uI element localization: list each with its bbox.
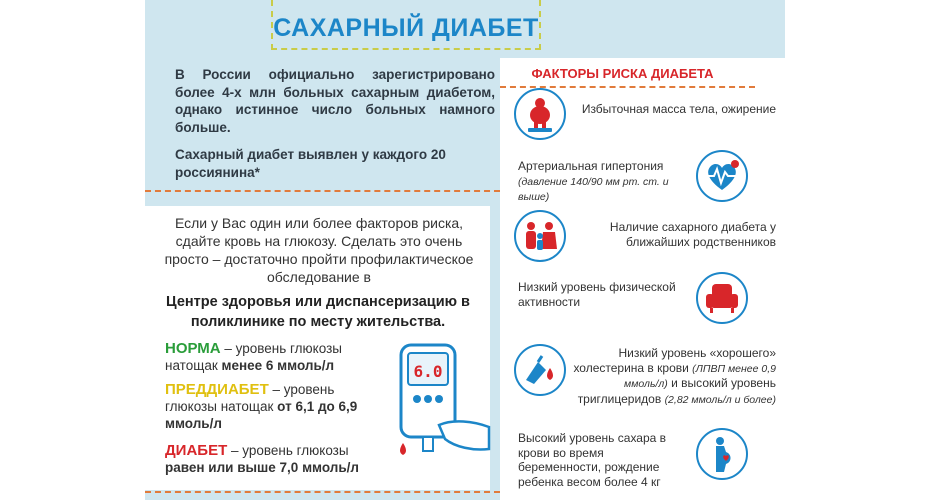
- risk-factor-pregnancy: Высокий уровень сахара в крови во время беременности, рождение ребенка весом более 4 кг: [518, 431, 667, 489]
- title-box: [271, 0, 541, 50]
- level-norm: [165, 340, 380, 374]
- armchair-icon: [696, 272, 748, 324]
- dashed-divider: [145, 190, 500, 192]
- level-prediabetes: [165, 381, 380, 432]
- meter-display: 6.0: [413, 362, 443, 381]
- advice-text: Если у Вас один или более факторов риска, сдайте кровь на глюкозу. Сделать это очень просто – достаточно пройти профилактическое обследование в: [164, 215, 474, 285]
- risk-factor-obesity: Избыточная масса тела, ожирение: [581, 102, 776, 116]
- level-norm-value: менее 6 ммоль/л: [221, 358, 335, 373]
- risk-factor-hypertension: [518, 159, 688, 205]
- level-diab-text: – уровень глюкозы: [227, 443, 349, 458]
- poster: [145, 0, 785, 500]
- scale-icon: [514, 88, 566, 140]
- level-diab-value: равен или выше 7,0 ммоль/л: [165, 460, 359, 475]
- level-norm-key: НОРМА: [165, 340, 221, 357]
- pregnant-icon: [696, 428, 748, 480]
- intro-text: В России официально зарегистрировано более 4-х млн больных сахарным диабетом, однако истинное число больных намного больше.: [175, 67, 495, 135]
- glucometer-icon: [393, 339, 493, 459]
- risk-chol-b: и высокий уровень триглицеридов: [577, 376, 776, 406]
- risk-factor-cholesterol: [572, 346, 776, 407]
- intro-stat: Сахарный диабет выявлен у каждого 20 россиянина*: [175, 147, 446, 180]
- page-title: САХАРНЫЙ ДИАБЕТ: [273, 14, 539, 42]
- level-diab-key: ДИАБЕТ: [165, 442, 228, 459]
- risk-factor-inactivity: Низкий уровень физической активности: [518, 280, 676, 309]
- risk-chol-note2: (2,82 ммоль/л и более): [664, 393, 776, 406]
- advice-panel: [145, 206, 490, 490]
- risk-panel: [500, 58, 785, 500]
- heart-pulse-icon: [696, 150, 748, 202]
- risk-hypertension-main: Артериальная гипертония: [518, 159, 664, 173]
- level-norm-text: – уровень глюкозы натощак: [165, 341, 342, 373]
- risk-factor-heredity: Наличие сахарного диабета у ближайших родственников: [609, 220, 776, 249]
- level-pre-key: ПРЕДДИАБЕТ: [165, 381, 269, 398]
- risk-hypertension-note: (давление 140/90 мм рт. ст. и выше): [518, 175, 669, 203]
- level-diabetes: [165, 442, 390, 476]
- cholesterol-icon: [514, 344, 566, 396]
- family-icon: [514, 210, 566, 262]
- risk-chol-a: Низкий уровень «хорошего» холестерина в крови: [573, 346, 776, 375]
- level-pre-value: от 6,1 до 6,9 ммоль/л: [165, 399, 358, 431]
- advice-bold-text: Центре здоровья или диспансеризацию в поликлинике по месту жительства.: [166, 294, 470, 330]
- risk-chol-note1: (ЛПВП менее 0,9 ммоль/л): [624, 362, 776, 390]
- risk-title: ФАКТОРЫ РИСКА ДИАБЕТА: [531, 66, 714, 81]
- level-pre-text: – уровень глюкозы натощак: [165, 382, 335, 414]
- dashed-divider-bottom: [145, 491, 500, 493]
